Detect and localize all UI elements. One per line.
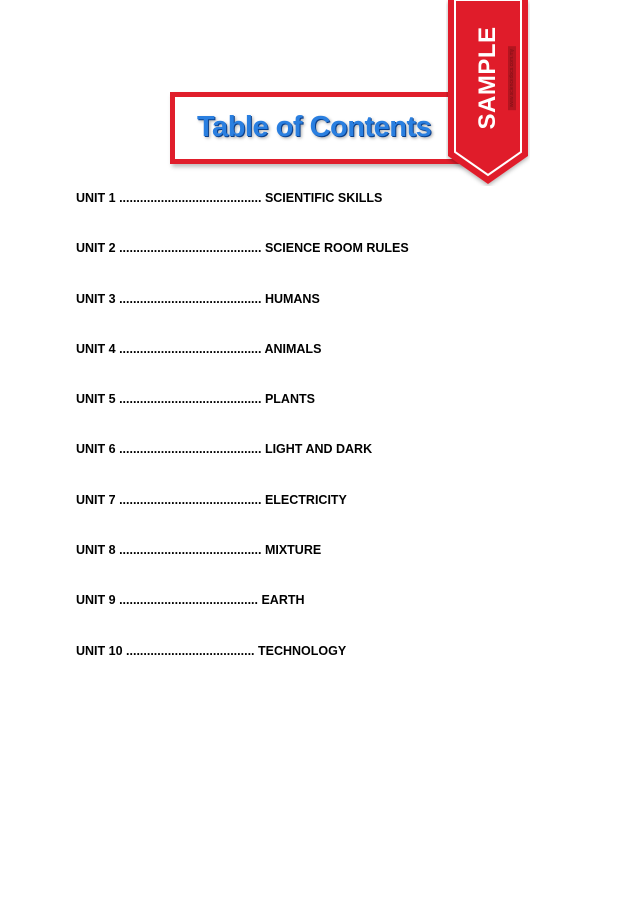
toc-row — [76, 240, 409, 290]
title-box — [170, 92, 463, 164]
toc-topic: PLANTS — [264, 392, 315, 407]
page-title: Table of Contents — [197, 111, 432, 143]
toc-topic: MIXTURE — [264, 543, 322, 558]
toc-dots: ......................................... — [115, 191, 265, 205]
toc-unit: UNIT 3 — [76, 291, 116, 306]
toc-unit: UNIT 7 — [76, 492, 116, 507]
toc-dots: ......................................... — [115, 543, 265, 558]
toc-unit: UNIT 6 — [76, 442, 116, 457]
toc-row — [76, 592, 409, 642]
toc-unit: UNIT 8 — [76, 543, 116, 558]
toc-row — [76, 492, 409, 542]
toc-row — [76, 190, 409, 240]
toc-dots: ......................................... — [115, 392, 265, 407]
toc-topic: ANIMALS — [264, 341, 322, 356]
sample-url: www.sciencedocs.com.my — [508, 46, 516, 110]
toc-row — [76, 341, 409, 391]
toc-unit: UNIT 10 — [76, 643, 123, 658]
toc-topic: ELECTRICITY — [264, 492, 347, 507]
toc-dots: ......................................... — [115, 241, 265, 256]
toc-unit: UNIT 5 — [76, 392, 116, 407]
table-of-contents — [76, 190, 409, 693]
toc-unit: UNIT 9 — [76, 593, 116, 608]
toc-dots: ......................................... — [115, 492, 265, 507]
toc-dots: ......................................... — [115, 442, 265, 457]
sample-label: SAMPLE — [474, 26, 501, 130]
toc-topic: LIGHT AND DARK — [264, 442, 373, 457]
sample-ribbon — [446, 0, 530, 186]
toc-dots: ......................................... — [115, 341, 265, 356]
toc-topic: SCIENTIFIC SKILLS — [264, 191, 383, 205]
toc-row — [76, 391, 409, 441]
toc-unit: UNIT 1 — [76, 191, 116, 205]
toc-row — [76, 441, 409, 491]
toc-topic: TECHNOLOGY — [258, 643, 347, 658]
toc-topic: EARTH — [261, 593, 305, 608]
toc-row — [76, 291, 409, 341]
toc-row — [76, 542, 409, 592]
toc-unit: UNIT 2 — [76, 241, 116, 256]
toc-row — [76, 643, 409, 693]
toc-topic: HUMANS — [264, 291, 320, 306]
toc-dots: ......................................... — [115, 291, 265, 306]
toc-unit: UNIT 4 — [76, 341, 116, 356]
toc-dots: ........................................ — [115, 593, 262, 608]
toc-dots: ..................................... — [122, 643, 258, 658]
toc-topic: SCIENCE ROOM RULES — [264, 241, 409, 256]
